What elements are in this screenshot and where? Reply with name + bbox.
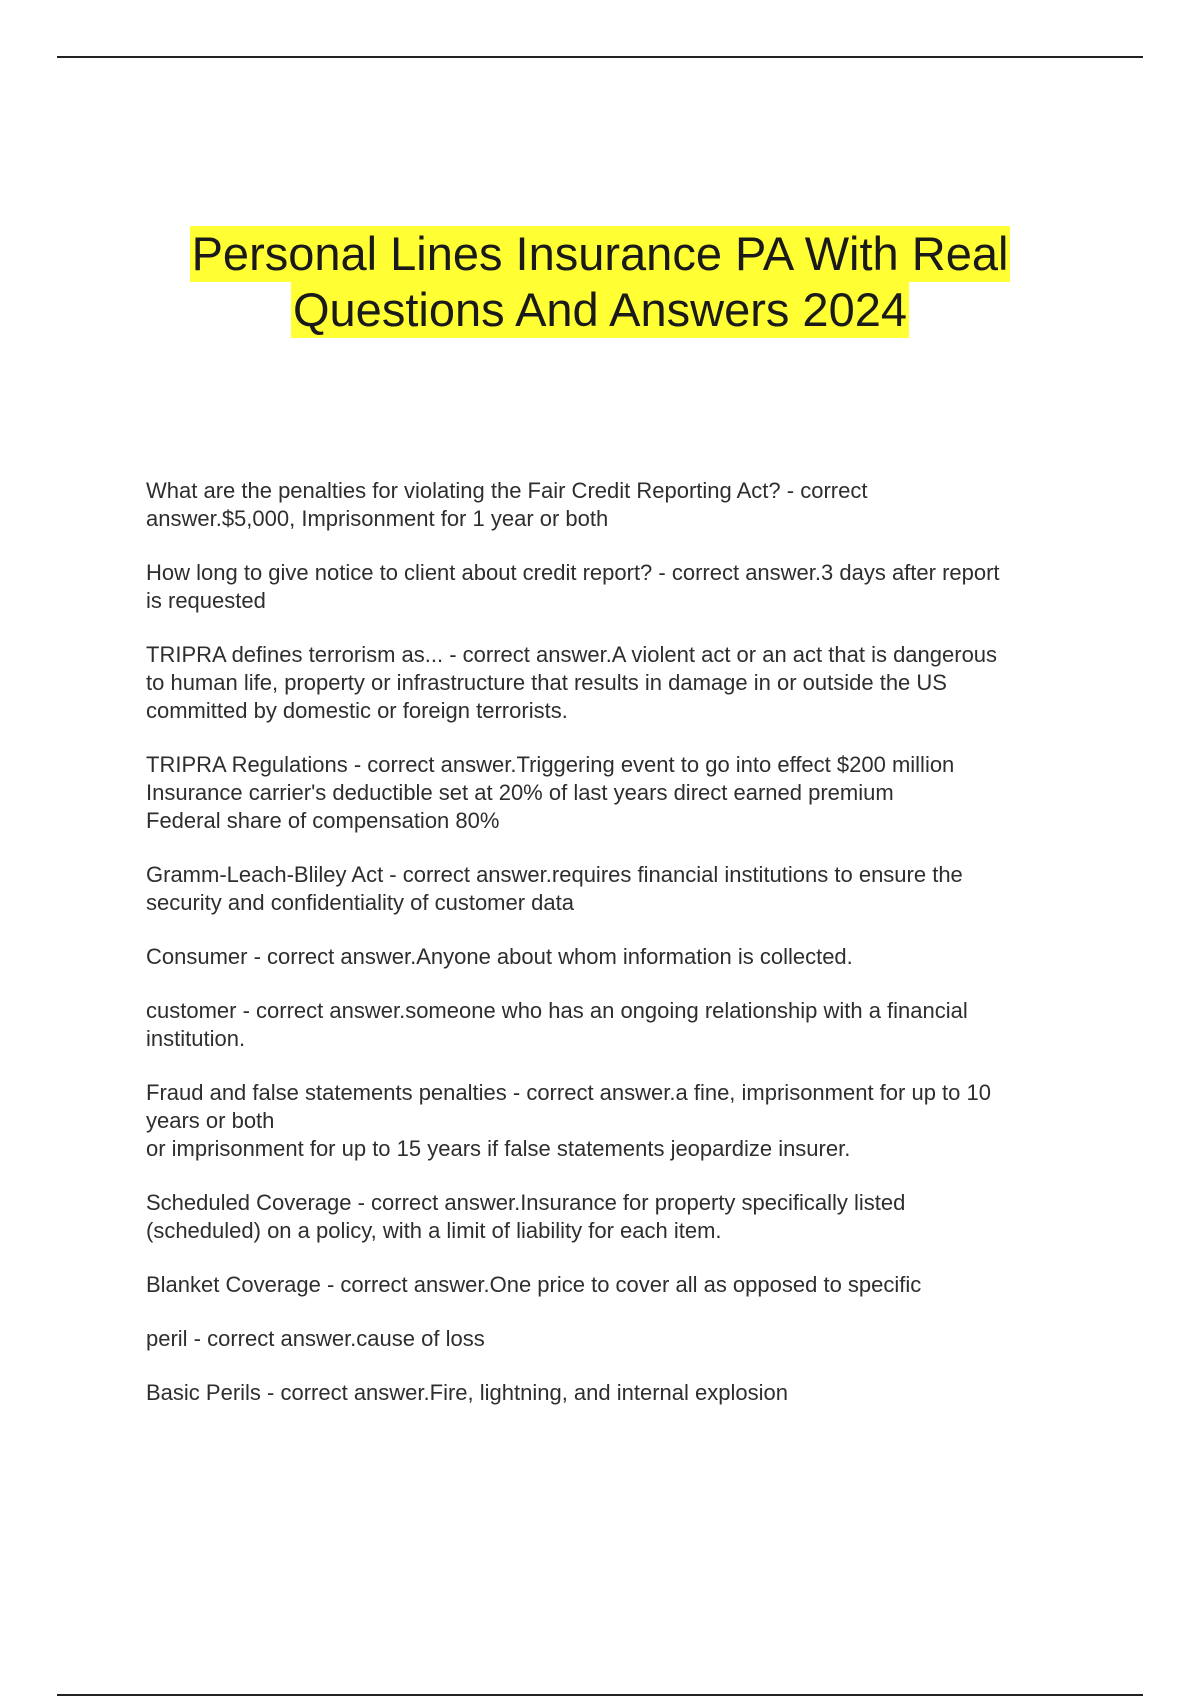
qa-entry — [146, 751, 1076, 835]
qa-entry — [146, 1079, 1076, 1163]
qa-entry — [146, 1189, 1076, 1245]
qa-entry — [146, 861, 1076, 917]
qa-entry — [146, 943, 1076, 971]
qa-entry-text: Basic Perils - correct answer.Fire, lightning, and internal explosion — [146, 1380, 788, 1405]
title-line-1: Personal Lines Insurance PA With Real — [191, 227, 1009, 280]
qa-entry-text: Blanket Coverage - correct answer.One price to cover all as opposed to specific — [146, 1272, 922, 1297]
qa-entry-text: Gramm-Leach-Bliley Act - correct answer.requires financial institutions to ensure the security and confidentiality of customer data — [146, 862, 963, 915]
qa-entry-text: peril - correct answer.cause of loss — [146, 1326, 485, 1351]
qa-entry — [146, 559, 1076, 615]
qa-entry — [146, 1379, 1076, 1407]
qa-entry — [146, 477, 1076, 533]
qa-entry-text: How long to give notice to client about credit report? - correct answer.3 days after report is requested — [146, 560, 1000, 613]
qa-entry — [146, 1271, 1076, 1299]
qa-entry — [146, 997, 1076, 1053]
qa-entry — [146, 1325, 1076, 1353]
qa-entry-text: customer - correct answer.someone who has an ongoing relationship with a financial institution. — [146, 998, 968, 1051]
bottom-rule — [57, 1694, 1143, 1696]
title-line-2: Questions And Answers 2024 — [292, 283, 907, 336]
qa-entry-text: What are the penalties for violating the Fair Credit Reporting Act? - correct answer.$5,000, Imprisonment for 1 year or both — [146, 478, 868, 531]
qa-entry — [146, 641, 1076, 725]
qa-entry-text: Scheduled Coverage - correct answer.Insurance for property specifically listed (scheduled) on a policy, with a limit of liability for each item. — [146, 1190, 906, 1243]
qa-entry-text: TRIPRA defines terrorism as... - correct answer.A violent act or an act that is dangerous to human life, property or infrastructure that results in damage in or outside the US committed by domestic or foreign terrorists. — [146, 642, 998, 723]
qa-entry-text: Fraud and false statements penalties - correct answer.a fine, imprisonment for up to 10 years or both or imprisonment for up to 15 years if false statements jeopardize insurer. — [146, 1080, 991, 1161]
qa-entry-text: TRIPRA Regulations - correct answer.Triggering event to go into effect $200 million Insurance carrier's deductible set at 20% of last years direct earned premium Federal share of compensation 80% — [146, 752, 955, 833]
document-title — [0, 226, 1200, 338]
qa-list — [146, 477, 1076, 1433]
top-rule — [57, 56, 1143, 58]
qa-entry-text: Consumer - correct answer.Anyone about whom information is collected. — [146, 944, 853, 969]
